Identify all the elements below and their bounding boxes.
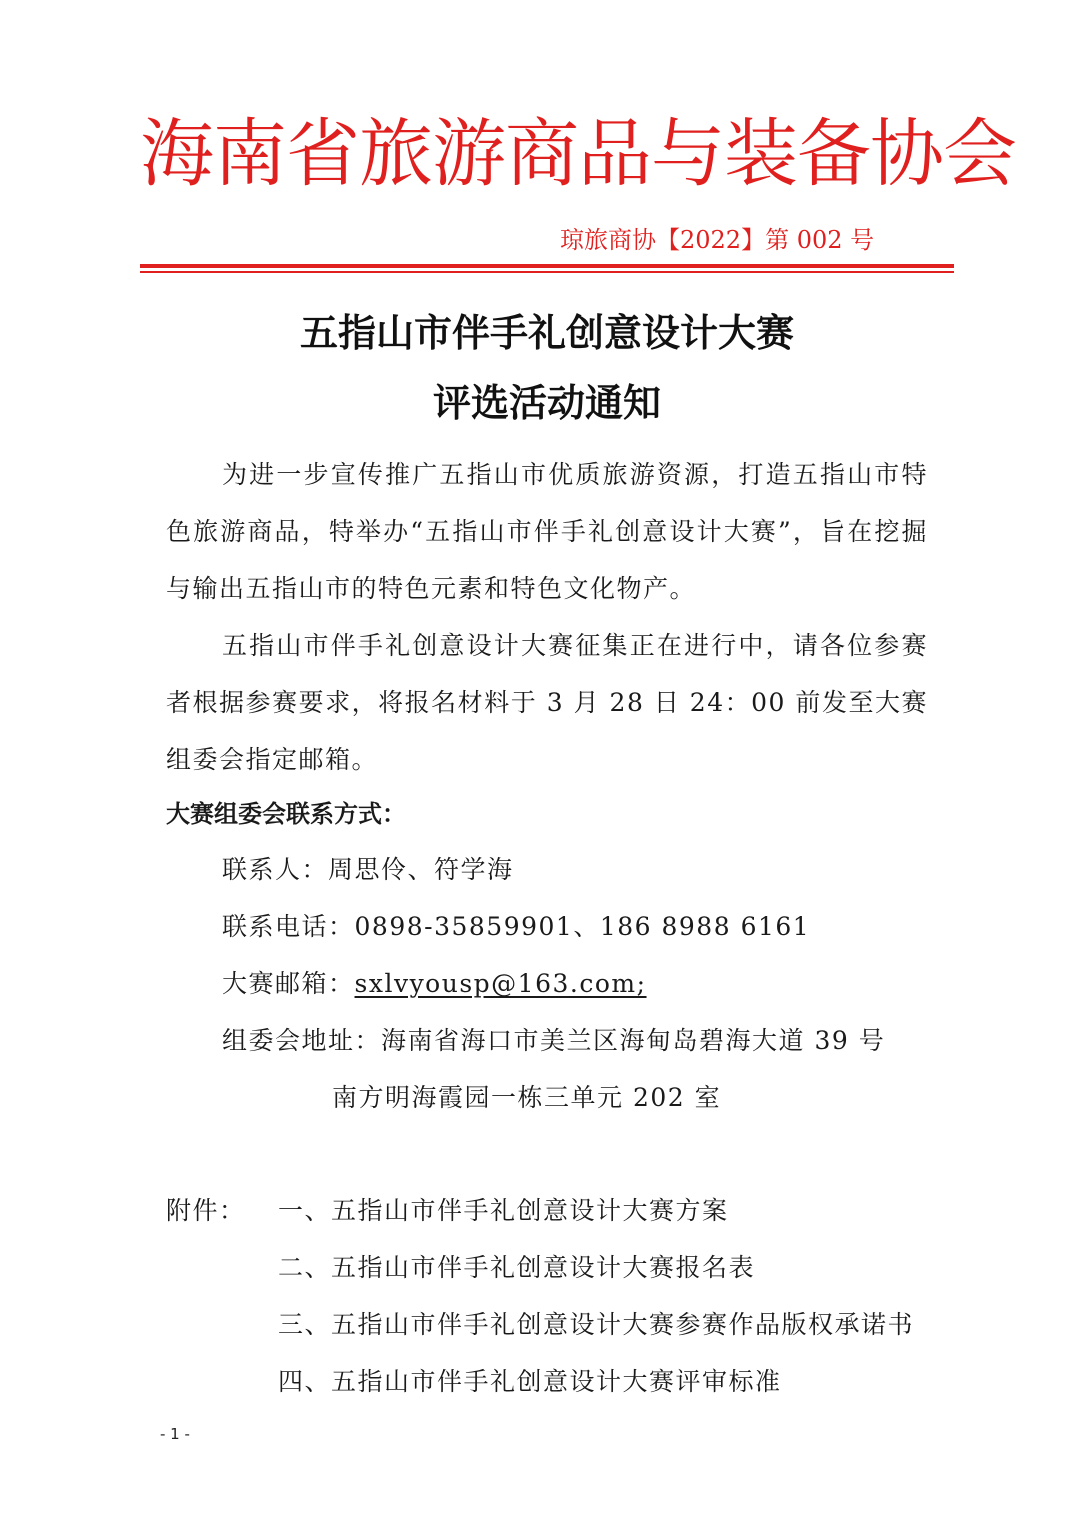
body-paragraph-1: 为进一步宣传推广五指山市优质旅游资源，打造五指山市特色旅游商品，特举办“五指山市伴手礼创意设计大赛”，旨在挖掘与输出五指山市的特色元素和特色文化物产。 <box>166 460 928 603</box>
contact-address-label: 组委会地址： <box>222 1026 382 1055</box>
document-number: 琼旅商协【2022】第 002 号 <box>560 226 875 254</box>
attachment-item-2: 二、五指山市伴手礼创意设计大赛报名表 <box>278 1253 756 1282</box>
organization-header: 海南省旅游商品与装备协会 <box>140 111 1016 197</box>
contact-phone-value: 0898-35859901、186 8988 6161 <box>354 912 811 941</box>
attachment-item-1: 一、五指山市伴手礼创意设计大赛方案 <box>278 1196 729 1225</box>
document-title-line1: 五指山市伴手礼创意设计大赛 <box>299 311 794 355</box>
header-divider-thick <box>140 264 954 268</box>
document-title-line2: 评选活动通知 <box>432 381 661 425</box>
contact-phone-row <box>222 907 810 947</box>
contact-email-label: 大赛邮箱： <box>222 969 355 998</box>
contact-heading: 大赛组委会联系方式： <box>166 800 406 828</box>
contact-email-row <box>222 964 647 1004</box>
contact-address-line1: 海南省海口市美兰区海甸岛碧海大道 39 号 <box>381 1026 886 1055</box>
contact-email-link[interactable]: sxlvyousp@163.com; <box>354 969 647 998</box>
contact-person-label: 联系人： <box>222 855 329 884</box>
contact-person-row <box>222 850 514 890</box>
contact-address-line2: 南方明海霞园一栋三单元 202 室 <box>332 1083 722 1112</box>
attachment-item-3: 三、五指山市伴手礼创意设计大赛参赛作品版权承诺书 <box>278 1310 915 1339</box>
attachments-label: 附件： <box>166 1196 246 1225</box>
attachment-item-4: 四、五指山市伴手礼创意设计大赛评审标准 <box>278 1367 782 1396</box>
contact-person-value: 周思伶、符学海 <box>328 855 514 884</box>
page-number: - 1 - <box>160 1425 190 1443</box>
contact-address-row <box>222 1021 885 1061</box>
contact-phone-label: 联系电话： <box>222 912 355 941</box>
header-divider-thin <box>140 271 954 273</box>
body-paragraph-2: 五指山市伴手礼创意设计大赛征集正在进行中，请各位参赛者根据参赛要求，将报名材料于 3 月 28 日 24：00 前发至大赛组委会指定邮箱。 <box>166 631 928 774</box>
